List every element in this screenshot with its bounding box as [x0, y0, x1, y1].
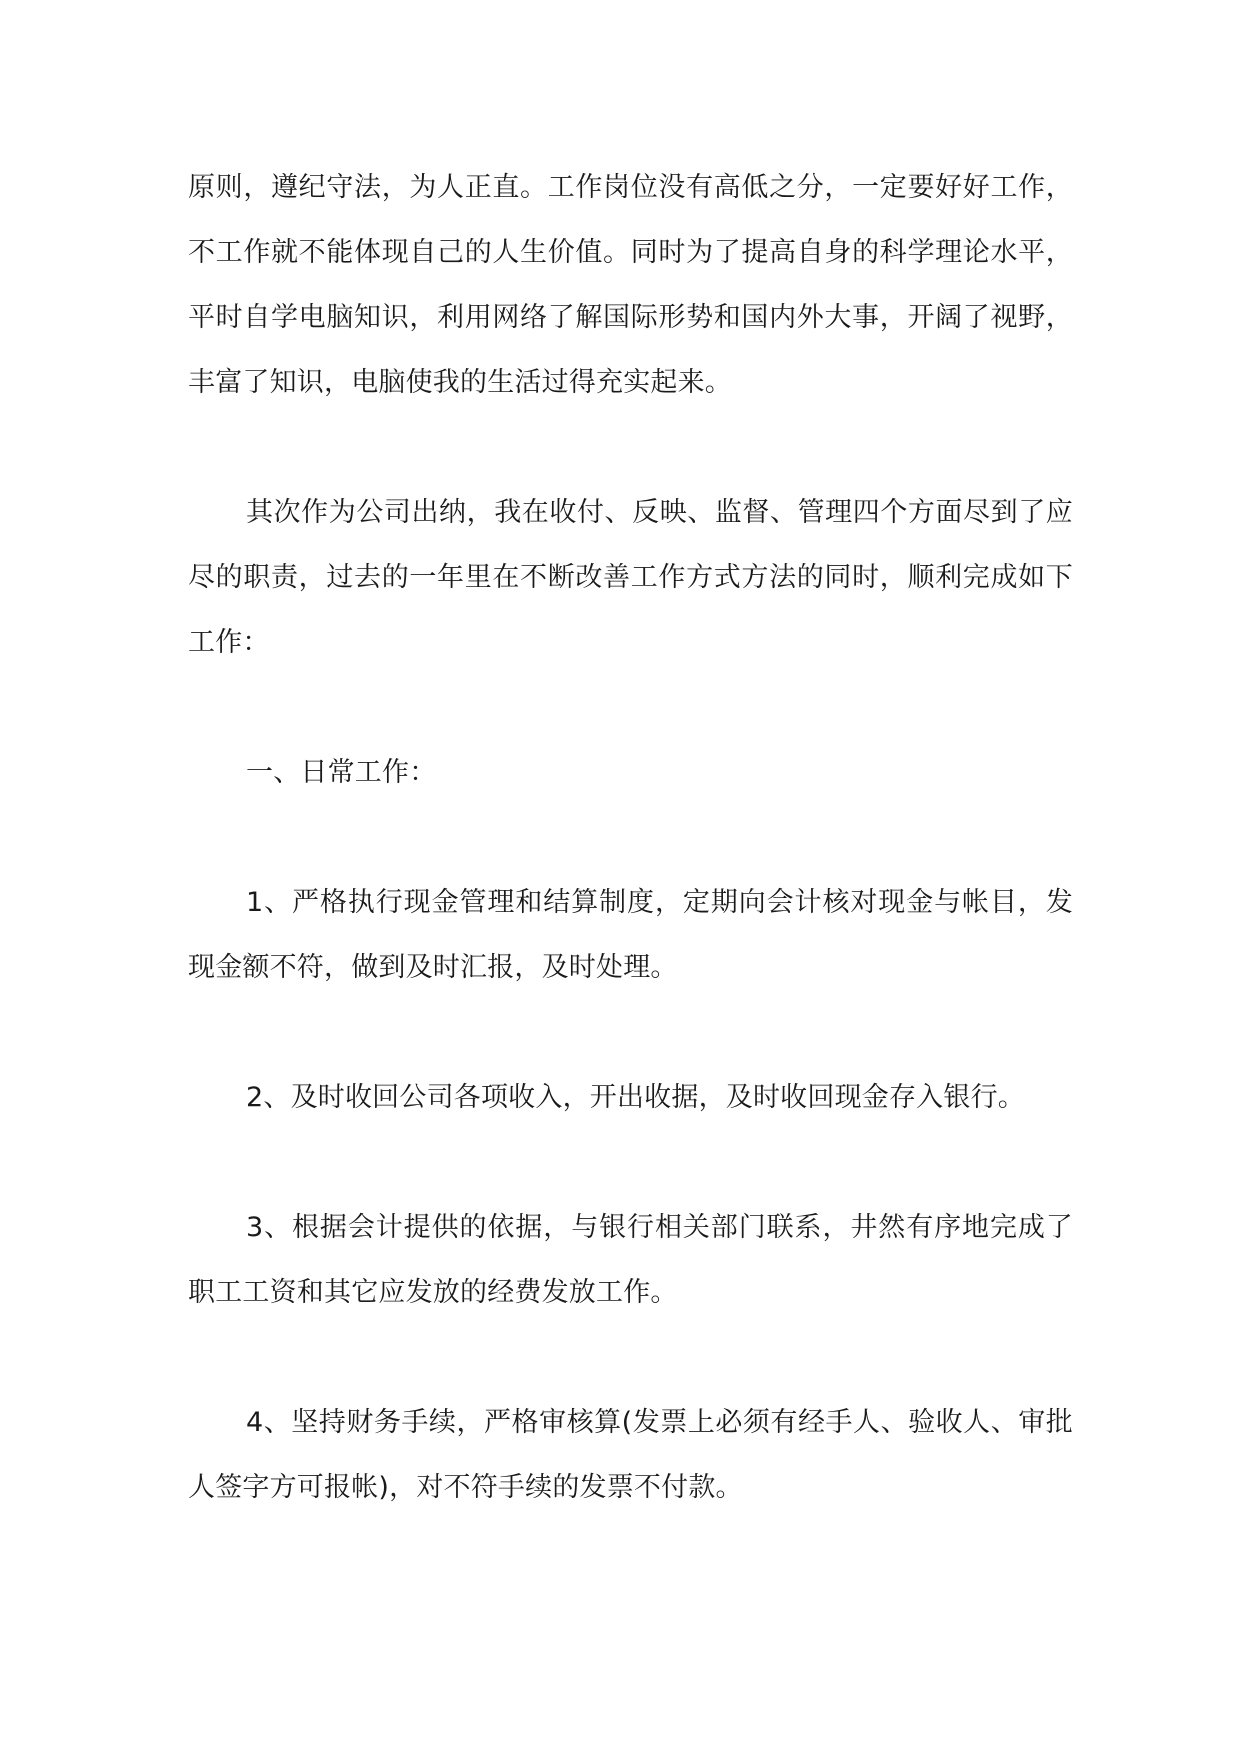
list-item-1: 1、严格执行现金管理和结算制度，定期向会计核对现金与帐目，发现金额不符，做到及时汇报，及时处理。 [188, 887, 1073, 983]
section-heading-daily-work: 一、日常工作： [246, 757, 437, 788]
list-item-3: 3、根据会计提供的依据，与银行相关部门联系，井然有序地完成了职工工资和其它应发放的经费发放工作。 [188, 1212, 1073, 1308]
document-body [188, 155, 1073, 1585]
paragraph-cashier-duties: 其次作为公司出纳，我在收付、反映、监督、管理四个方面尽到了应尽的职责，过去的一年里在不断改善工作方式方法的同时，顺利完成如下工作： [188, 497, 1073, 658]
list-item-2: 2、及时收回公司各项收入，开出收据，及时收回现金存入银行。 [246, 1082, 1025, 1113]
list-item-4: 4、坚持财务手续，严格审核算(发票上必须有经手人、验收人、审批人签字方可报帐)，对不符手续的发票不付款。 [188, 1407, 1073, 1503]
paragraph-continuation: 原则，遵纪守法，为人正直。工作岗位没有高低之分，一定要好好工作，不工作就不能体现自己的人生价值。同时为了提高自身的科学理论水平，平时自学电脑知识，利用网络了解国际形势和国内外大事，开阔了视野，丰富了知识，电脑使我的生活过得充实起来。 [188, 172, 1073, 398]
